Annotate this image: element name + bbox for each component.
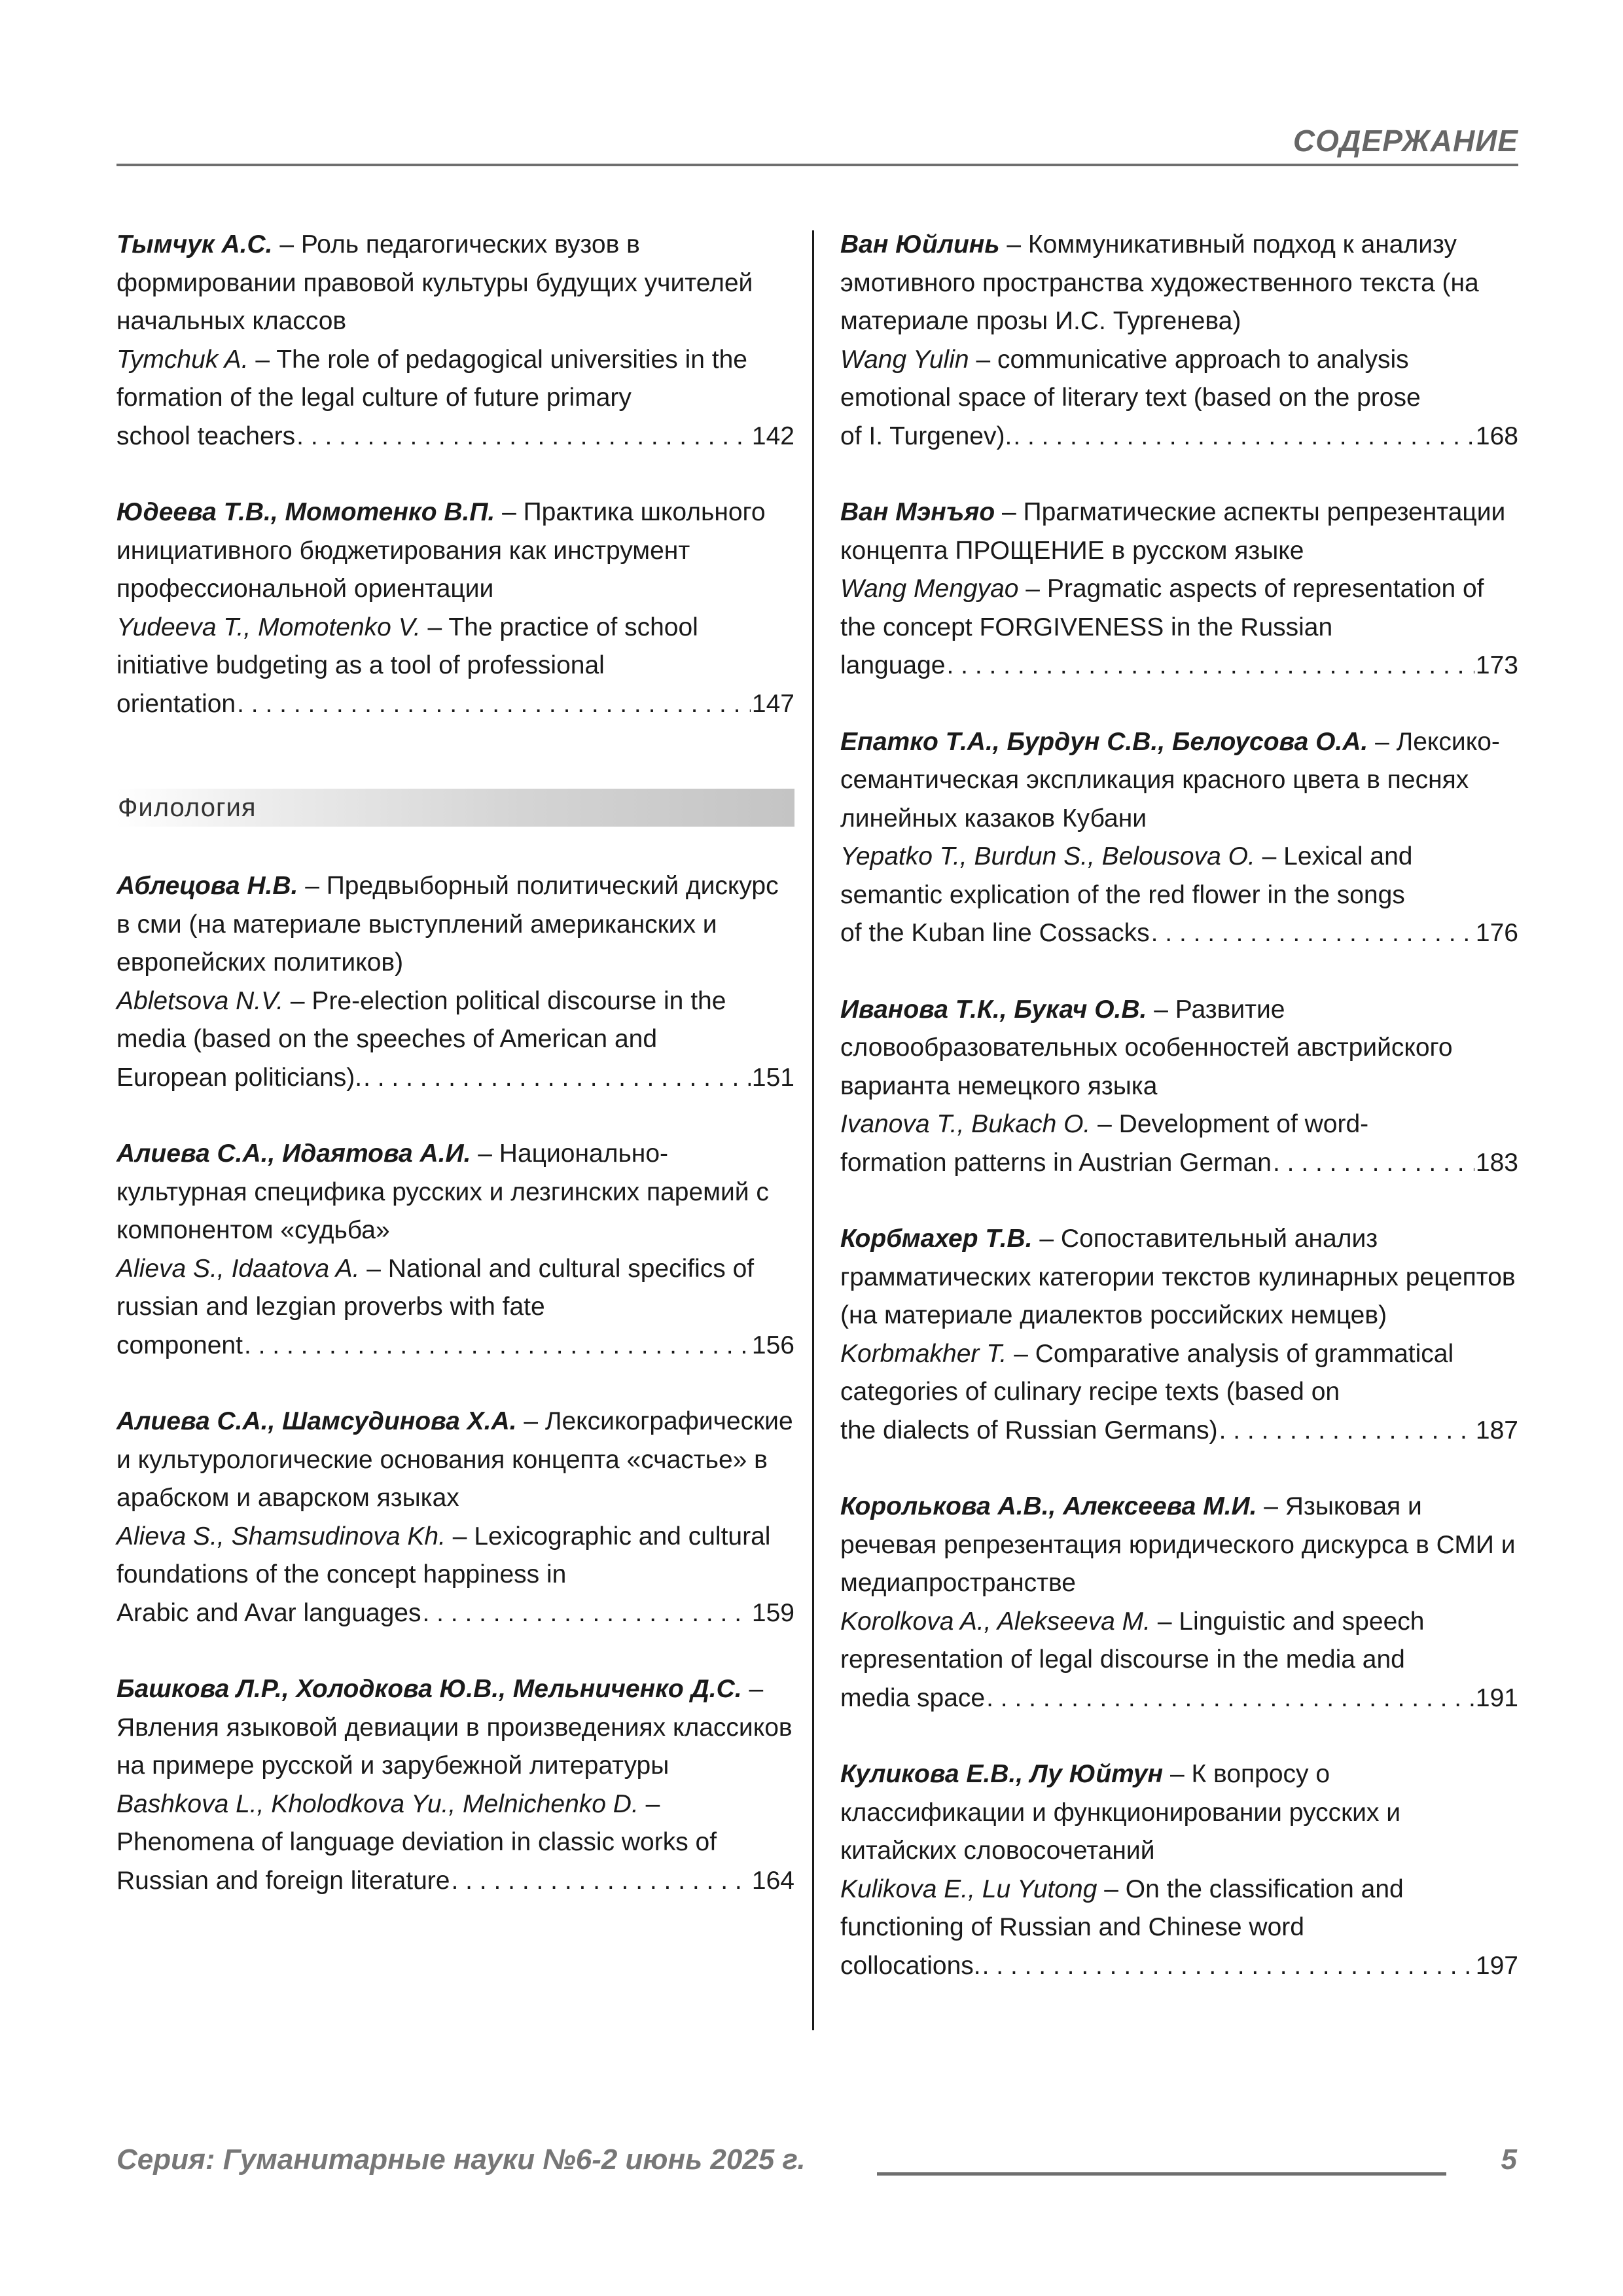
english-authors: Yudeeva T., Momotenko V. [116, 613, 421, 641]
dot-leader [451, 1862, 750, 1901]
russian-title: – Роль педагогических вузов в формировании правовой культуры будущих учителей начальных классов [116, 230, 753, 335]
russian-reference [840, 723, 1518, 838]
english-reference [116, 341, 794, 418]
russian-authors: Епатко Т.А., Бурдун С.В., Белоусова О.А. [840, 727, 1368, 756]
english-reference [840, 838, 1518, 914]
english-authors: Kulikova E., Lu Yutong [840, 1874, 1097, 1903]
page-number: 5 [1501, 2144, 1517, 2176]
russian-authors: Тымчук А.С. [116, 230, 273, 259]
english-authors: Korbmakher T. [840, 1339, 1007, 1368]
dot-leader [1273, 1144, 1474, 1183]
russian-authors: Аблецова Н.В. [116, 872, 298, 900]
russian-reference [116, 226, 794, 341]
english-authors: Wang Yulin [840, 345, 969, 374]
entry-page-number[interactable]: 183 [1475, 1148, 1518, 1177]
toc-entry[interactable] [840, 1488, 1518, 1717]
entry-last-line [840, 1144, 1518, 1183]
entry-last-line [116, 418, 794, 456]
toc-entry[interactable] [116, 867, 794, 1097]
russian-title: – Практика школьного инициативного бюджетирования как инструмент профессиональной ориентации [116, 498, 766, 603]
dot-leader [982, 1947, 1474, 1986]
dot-leader [244, 1327, 751, 1365]
running-header-title: СОДЕРЖАНИЕ [1293, 124, 1518, 158]
russian-authors: Куликова Е.В., Лу Юйтун [840, 1760, 1164, 1788]
russian-authors: Алиева С.А., Шамсудинова Х.А. [116, 1407, 517, 1435]
english-title-end: Russian and foreign literature [116, 1866, 450, 1895]
english-reference [116, 1250, 794, 1327]
entry-last-line [116, 1327, 794, 1365]
english-authors: Alieva S., Idaatova A. [116, 1254, 360, 1283]
russian-reference [840, 493, 1518, 570]
toc-entry[interactable] [840, 1755, 1518, 1985]
russian-reference [116, 1670, 794, 1785]
dot-leader [1219, 1412, 1474, 1450]
english-title-end: formation patterns in Austrian German [840, 1148, 1272, 1177]
section-title: Филология [118, 793, 257, 822]
english-title-end: of the Kuban line Cossacks [840, 919, 1150, 947]
right-column [840, 226, 1518, 2023]
russian-title: – К вопросу о классификации и функционировании русских и китайских словосочетаний [840, 1760, 1401, 1865]
english-reference [116, 1785, 794, 1862]
entry-page-number[interactable]: 176 [1475, 919, 1518, 947]
russian-reference [116, 1135, 794, 1250]
russian-title: – Сопоставительный анализ грамматических категории текстов кулинарных рецептов (на материале диалектов российских немцев) [840, 1225, 1516, 1329]
dot-leader [422, 1594, 750, 1633]
dot-leader [363, 1059, 751, 1098]
russian-reference [840, 1755, 1518, 1871]
russian-authors: Юдеева Т.В., Момотенко В.П. [116, 498, 495, 526]
toc-entry[interactable] [116, 1403, 794, 1632]
english-reference [840, 1603, 1518, 1679]
entry-last-line [840, 1947, 1518, 1986]
entry-last-line [116, 685, 794, 724]
english-title-end: Arabic and Avar languages [116, 1598, 421, 1627]
english-title: – The role of pedagogical universities in the formation of the legal culture of future primary [116, 345, 747, 412]
entry-page-number[interactable]: 164 [751, 1866, 794, 1895]
russian-title: – Языковая и речевая репрезентация юридического дискурса в СМИ и медиапространстве [840, 1492, 1516, 1597]
english-reference [116, 609, 794, 685]
english-title: – Linguistic and speech representation of legal discourse in the media and [840, 1607, 1425, 1674]
entry-page-number[interactable]: 187 [1475, 1416, 1518, 1444]
toc-entry[interactable] [116, 226, 794, 456]
entry-last-line [840, 914, 1518, 953]
english-title-end: component [116, 1331, 243, 1359]
left-entries-after [116, 867, 794, 1900]
right-entries [840, 226, 1518, 1985]
russian-title: – Явления языковой девиации в произведениях классиков на примере русской и зарубежной литературы [116, 1675, 793, 1780]
english-title-end: media space [840, 1683, 986, 1712]
dot-leader [1013, 418, 1474, 456]
english-title: – On the classification and functioning of Russian and Chinese word [840, 1874, 1404, 1941]
toc-entry[interactable] [840, 991, 1518, 1183]
russian-title: – Лексико-семантическая экспликация красного цвета в песнях линейных казаков Кубани [840, 727, 1500, 833]
english-reference [840, 1335, 1518, 1412]
english-authors: Korolkova A., Alekseeva M. [840, 1607, 1150, 1636]
left-entries-before [116, 226, 794, 723]
russian-reference [840, 991, 1518, 1106]
english-title: – Lexicographic and cultural foundations of the concept happiness in [116, 1522, 771, 1588]
toc-entry[interactable] [116, 1670, 794, 1900]
english-authors: Yepatko T., Burdun S., Belousova O. [840, 842, 1255, 870]
dot-leader [947, 647, 1474, 685]
toc-entry[interactable] [116, 1135, 794, 1365]
russian-title: – Лексикографические и культурологические основания концепта «счастье» в арабском и аварском языках [116, 1407, 793, 1512]
entry-page-number[interactable]: 197 [1475, 1951, 1518, 1980]
english-authors: Ivanova T., Bukach O. [840, 1110, 1091, 1138]
english-title-end: school teachers [116, 422, 296, 450]
russian-authors: Королькова А.В., Алексеева М.И. [840, 1492, 1257, 1520]
russian-title: – Предвыборный политический дискурс в сми (на материале выступлений американских и европейских политиков) [116, 872, 779, 977]
english-title: – The practice of school initiative budgeting as a tool of professional [116, 613, 698, 679]
header-rule [116, 164, 1518, 166]
entry-page-number[interactable]: 147 [751, 689, 794, 718]
english-reference [840, 1105, 1518, 1144]
english-title: – Comparative analysis of grammatical categories of culinary recipe texts (based on [840, 1339, 1454, 1406]
dot-leader [1151, 914, 1474, 953]
english-reference [116, 1518, 794, 1594]
entry-page-number[interactable]: 168 [1475, 422, 1518, 450]
entry-last-line [116, 1594, 794, 1633]
english-title-end: orientation [116, 689, 236, 718]
entry-last-line [840, 647, 1518, 685]
russian-authors: Ван Мэнъяо [840, 498, 995, 526]
english-authors: Wang Mengyao [840, 575, 1019, 603]
english-title-end: European politicians). [116, 1063, 363, 1092]
english-authors: Abletsova N.V. [116, 986, 284, 1015]
russian-reference [116, 867, 794, 982]
entry-last-line [116, 1059, 794, 1098]
russian-title: – Прагматические аспекты репрезентации концепта ПРОЩЕНИЕ в русском языке [840, 498, 1506, 565]
footer-rule [877, 2172, 1446, 2176]
english-reference [840, 570, 1518, 647]
english-authors: Alieva S., Shamsudinova Kh. [116, 1522, 446, 1551]
dot-leader [296, 418, 751, 456]
toc-entry[interactable] [840, 723, 1518, 953]
footer-series-title: Серия: Гуманитарные науки №6-2 июнь 2025 г. [116, 2144, 806, 2176]
russian-reference [116, 493, 794, 609]
russian-authors: Иванова Т.К., Букач О.В. [840, 995, 1147, 1024]
russian-reference [840, 226, 1518, 341]
section-header-philology [116, 789, 794, 827]
russian-title: – Национально-культурная специфика русских и лезгинских паремий с компонентом «судьба» [116, 1139, 769, 1244]
entry-last-line [116, 1862, 794, 1901]
english-title: – National and cultural specifics of russian and lezgian proverbs with fate [116, 1254, 755, 1321]
dot-leader [237, 685, 751, 724]
russian-authors: Алиева С.А., Идаятова А.И. [116, 1139, 471, 1168]
toc-entry[interactable] [840, 493, 1518, 685]
russian-reference [840, 1488, 1518, 1603]
english-title: – Phenomena of language deviation in classic works of [116, 1789, 717, 1856]
english-title-end: language [840, 651, 946, 679]
english-title: – Pragmatic aspects of representation of the concept FORGIVENESS in the Russian [840, 575, 1484, 641]
russian-reference [840, 1220, 1518, 1335]
english-authors: Tymchuk A. [116, 345, 249, 374]
english-reference [116, 982, 794, 1059]
entry-last-line [840, 1679, 1518, 1718]
toc-entry[interactable] [116, 493, 794, 723]
english-title-end: collocations. [840, 1951, 981, 1980]
entry-last-line [840, 1412, 1518, 1450]
entry-page-number[interactable]: 159 [751, 1598, 794, 1627]
english-title: – Development of word- [1097, 1110, 1369, 1138]
russian-reference [116, 1403, 794, 1518]
entry-page-number[interactable]: 151 [751, 1063, 794, 1092]
english-title: – Lexical and semantic explication of the red flower in the songs [840, 842, 1413, 909]
english-title: – Pre-election political discourse in the media (based on the speeches of American and [116, 986, 726, 1053]
column-divider [812, 230, 814, 2030]
left-column [116, 226, 794, 1938]
toc-entry[interactable] [840, 1220, 1518, 1450]
english-reference [840, 341, 1518, 418]
english-authors: Bashkova L., Kholodkova Yu., Melnichenko D. [116, 1789, 639, 1818]
russian-authors: Ван Юйлинь [840, 230, 1000, 259]
english-reference [840, 1871, 1518, 1947]
dot-leader [986, 1679, 1474, 1718]
entry-page-number[interactable]: 142 [751, 422, 794, 450]
russian-title: – Развитие словообразовательных особенностей австрийского варианта немецкого языка [840, 995, 1453, 1100]
english-title-end: of I. Turgenev). [840, 422, 1012, 450]
russian-authors: Корбмахер Т.В. [840, 1225, 1033, 1253]
russian-title: – Коммуникативный подход к анализу эмотивного пространства художественного текста (на материале прозы И.С. Тургенева) [840, 230, 1479, 335]
entry-last-line [840, 418, 1518, 456]
english-title-end: the dialects of Russian Germans) [840, 1416, 1218, 1444]
toc-entry[interactable] [840, 226, 1518, 456]
entry-page-number[interactable]: 173 [1475, 651, 1518, 679]
entry-page-number[interactable]: 156 [751, 1331, 794, 1359]
english-title: – communicative approach to analysis emotional space of literary text (based on the prose [840, 345, 1421, 412]
entry-page-number[interactable]: 191 [1475, 1683, 1518, 1712]
russian-authors: Башкова Л.Р., Холодкова Ю.В., Мельниченко Д.С. [116, 1675, 742, 1703]
